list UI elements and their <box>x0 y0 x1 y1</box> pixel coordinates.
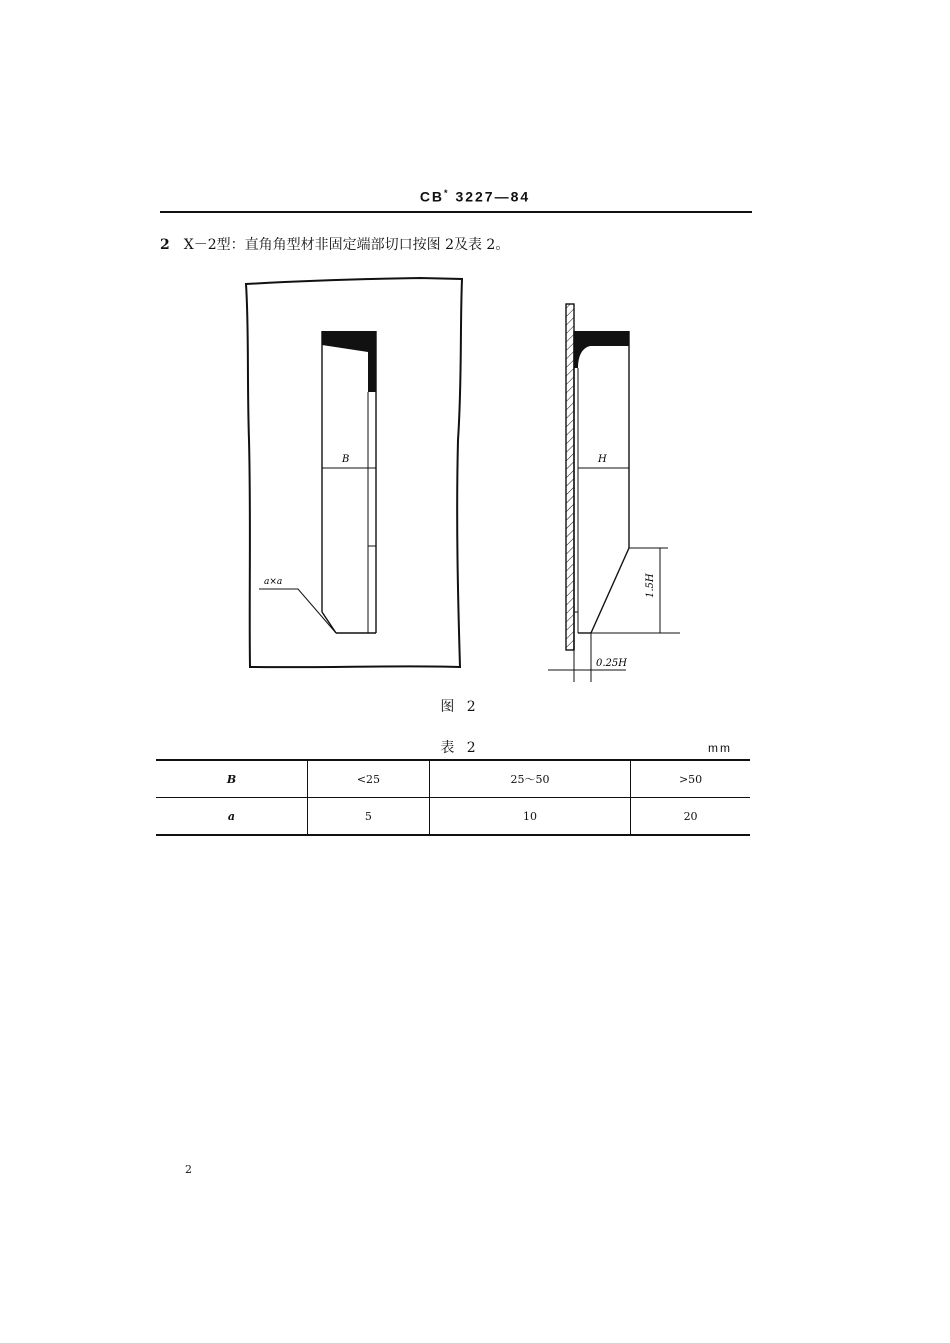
table-unit: mm <box>708 741 732 755</box>
plate-section-hatch <box>566 304 574 650</box>
axa-leader <box>259 589 336 633</box>
zero-25-h-label: 0.25H <box>596 658 627 669</box>
table-cell: 25～50 <box>429 760 630 798</box>
section-flange <box>574 331 629 368</box>
one-five-h-label: 1.5H <box>645 573 656 598</box>
axa-label: a×a <box>264 577 283 587</box>
profile-flange <box>322 331 376 392</box>
table-row <box>156 798 750 836</box>
row-label: B <box>156 760 308 798</box>
standard-star: * <box>444 188 450 198</box>
h-label: H <box>598 454 607 465</box>
table-cell: >50 <box>631 760 750 798</box>
b-label: B <box>342 454 350 465</box>
table-caption: 表 2 <box>440 740 480 756</box>
row-label: a <box>156 798 308 836</box>
spec-table <box>156 759 750 836</box>
standard-prefix: CB <box>419 188 445 205</box>
section-taper <box>591 548 629 633</box>
table-cell: 20 <box>631 798 750 836</box>
clause-text: X－2型：直角角型材非固定端部切口按图 2及表 2。 <box>183 237 510 253</box>
table-cell: <25 <box>308 760 430 798</box>
page-number: 2 <box>185 1163 192 1176</box>
table-row <box>156 760 750 798</box>
figure-caption: 图 2 <box>440 699 480 715</box>
table-cell: 10 <box>429 798 630 836</box>
standard-code: 3227—84 <box>455 188 531 205</box>
table-cell: 5 <box>308 798 430 836</box>
clause-number: 2 <box>160 237 170 253</box>
